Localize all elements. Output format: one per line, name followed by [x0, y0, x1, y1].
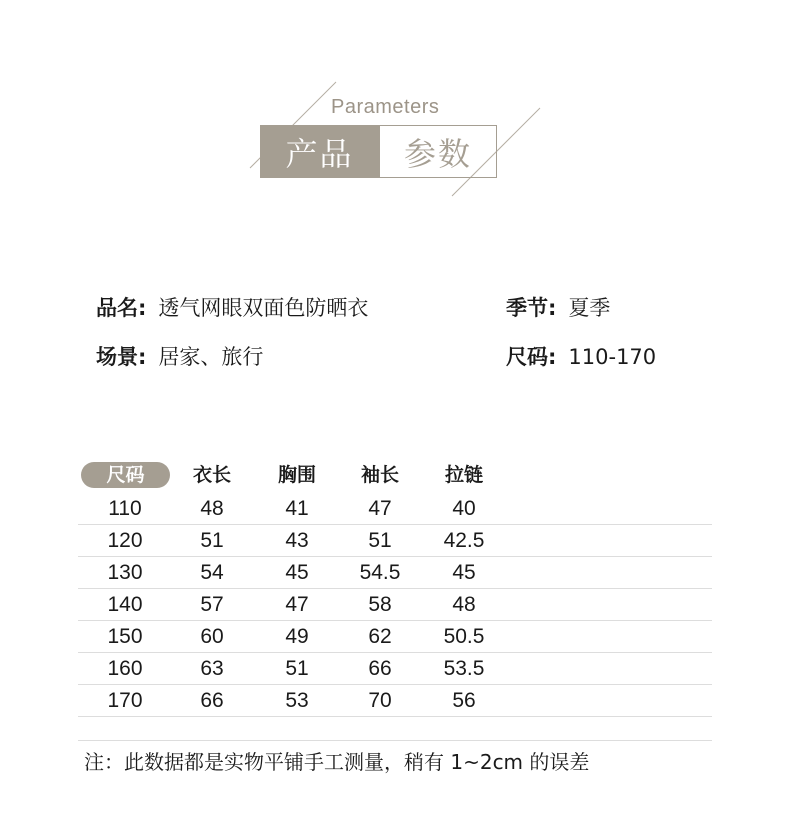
- header-chest: 胸围: [277, 464, 316, 486]
- cell-sleeve: 51: [368, 529, 392, 552]
- table-row: [78, 557, 712, 589]
- cell-size: 170: [107, 689, 143, 712]
- table-row: [78, 589, 712, 621]
- cell-sleeve: 66: [368, 657, 392, 680]
- cell-zipper: 45: [452, 561, 476, 584]
- info-season: [506, 292, 610, 322]
- info-scene: [96, 341, 263, 371]
- cell-zipper: 50.5: [443, 625, 485, 648]
- cell-sleeve: 62: [368, 625, 392, 648]
- cell-chest: 45: [285, 561, 309, 584]
- info-product-name: [96, 292, 368, 322]
- header-length: 衣长: [192, 464, 231, 486]
- product-name-value: 透气网眼双面色防晒衣: [158, 296, 369, 320]
- size-range-label: 尺码:: [506, 345, 557, 369]
- parameters-header: [0, 0, 790, 210]
- cell-sleeve: 70: [368, 689, 392, 712]
- scene-value: 居家、旅行: [158, 345, 264, 369]
- product-name-label: 品名:: [96, 296, 147, 320]
- cell-size: 110: [108, 497, 142, 520]
- cell-chest: 43: [285, 529, 309, 552]
- cell-sleeve: 47: [368, 497, 392, 520]
- season-label: 季节:: [506, 296, 557, 320]
- cell-length: 66: [200, 689, 224, 712]
- info-size-range: [506, 341, 656, 371]
- cell-size: 130: [107, 561, 143, 584]
- size-table: [78, 461, 712, 717]
- cell-length: 51: [200, 529, 224, 552]
- measurement-note: 注：此数据都是实物平铺手工测量，稍有 1~2cm 的误差: [84, 750, 590, 774]
- cell-length: 60: [200, 625, 224, 648]
- cell-chest: 47: [285, 593, 309, 616]
- cell-length: 63: [200, 657, 224, 680]
- header-size: 尺码: [81, 462, 170, 488]
- parameters-subtitle: Parameters: [331, 96, 440, 118]
- season-value: 夏季: [568, 296, 611, 320]
- scene-label: 场景:: [96, 345, 147, 369]
- table-row: [78, 493, 712, 525]
- cell-chest: 51: [285, 657, 309, 680]
- table-header: [78, 461, 712, 493]
- cell-zipper: 48: [452, 593, 476, 616]
- cell-size: 160: [107, 657, 143, 680]
- table-row: [78, 685, 712, 717]
- title-params: 参数: [379, 125, 497, 178]
- cell-chest: 41: [285, 497, 309, 520]
- cell-zipper: 42.5: [443, 529, 485, 552]
- table-row: [78, 525, 712, 557]
- cell-length: 57: [200, 593, 224, 616]
- cell-length: 48: [200, 497, 224, 520]
- cell-zipper: 56: [452, 689, 476, 712]
- title-product: 产品: [260, 125, 379, 178]
- divider: [78, 740, 712, 741]
- table-row: [78, 621, 712, 653]
- cell-size: 150: [107, 625, 143, 648]
- size-range-value: 110-170: [568, 345, 657, 369]
- header-sleeve: 袖长: [360, 464, 399, 486]
- cell-sleeve: 54.5: [359, 561, 401, 584]
- cell-sleeve: 58: [368, 593, 392, 616]
- table-row: [78, 653, 712, 685]
- cell-chest: 53: [285, 689, 309, 712]
- header-zipper: 拉链: [444, 464, 483, 486]
- cell-size: 140: [107, 593, 143, 616]
- cell-zipper: 53.5: [443, 657, 485, 680]
- cell-chest: 49: [285, 625, 309, 648]
- cell-length: 54: [200, 561, 224, 584]
- cell-zipper: 40: [452, 497, 476, 520]
- cell-size: 120: [107, 529, 143, 552]
